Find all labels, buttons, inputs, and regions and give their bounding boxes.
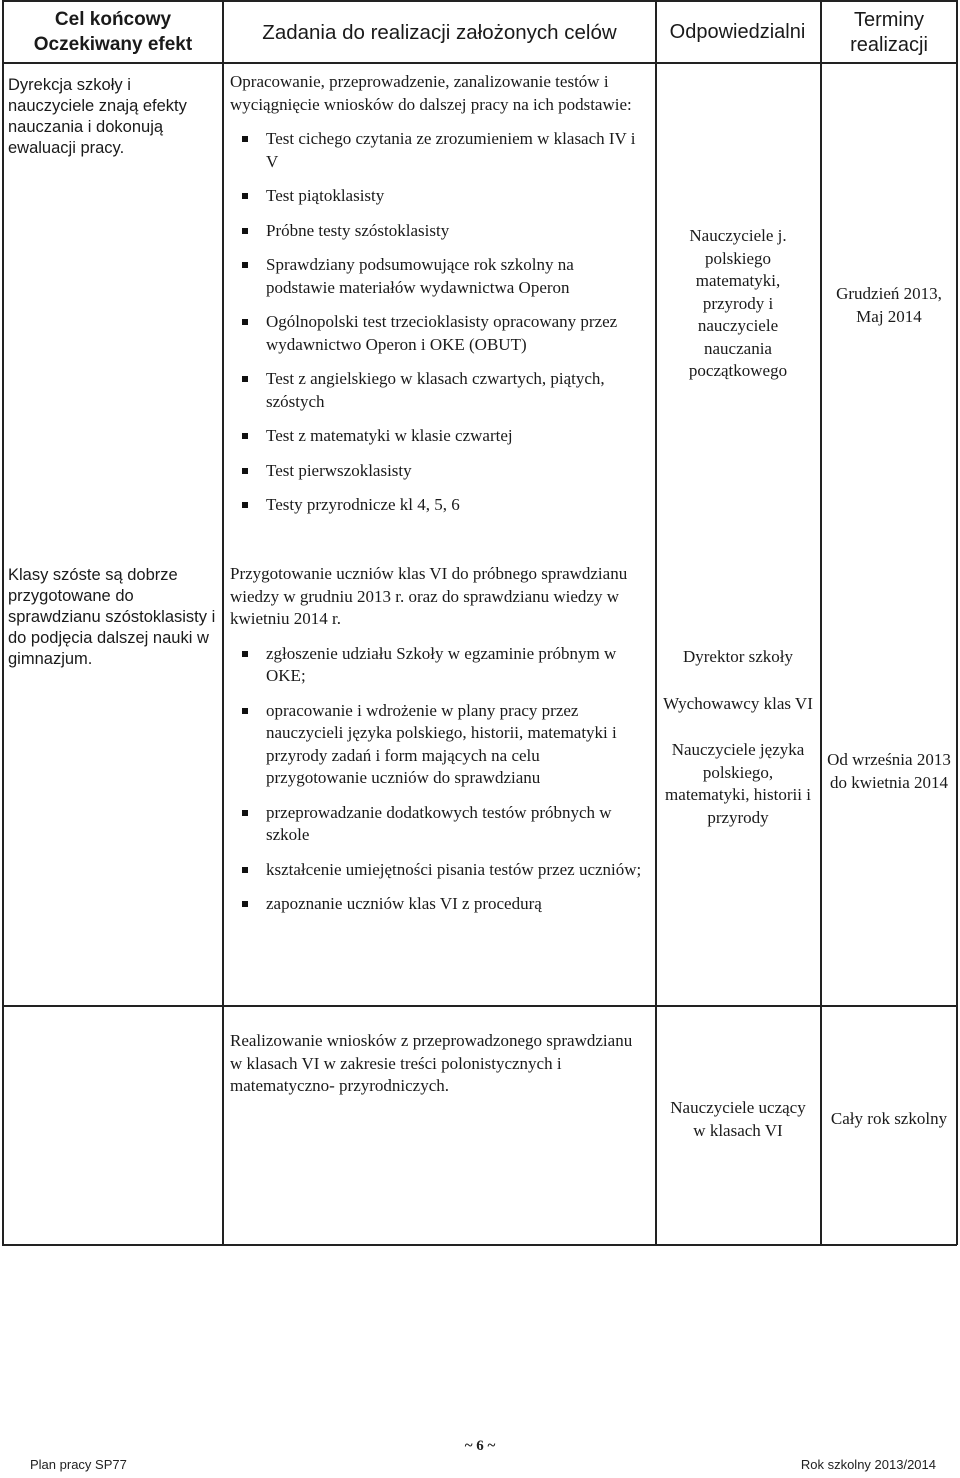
- row-divider: [2, 1005, 957, 1007]
- column-divider: [820, 0, 822, 1245]
- header-deadline-line1: Terminy: [853, 9, 924, 31]
- table-border-bottom: [2, 1244, 957, 1246]
- row1-tasks: [230, 71, 642, 517]
- row1-responsible: Nauczyciele j. polskiego matematyki, przyrody i nauczyciele nauczania początkowego: [688, 226, 788, 380]
- header-tasks: Zadania do realizacji założonych celów: [262, 21, 617, 44]
- header-responsible: Odpowiedzialni: [669, 21, 806, 43]
- row2-task-list: [230, 643, 642, 916]
- header-divider: [2, 62, 957, 64]
- row1-task-item: Ogólnopolski test trzecioklasisty opracowany przez wydawnictwo Operon i OKE (OBUT): [230, 311, 642, 356]
- header-deadline-line2: realizacji: [850, 34, 928, 56]
- row2-tasks: [230, 563, 642, 916]
- row3-task: Realizowanie wniosków z przeprowadzonego sprawdzianu w klasach VI w zakresie treści polonistycznych i matematyczno- przyrodniczych.: [230, 1031, 633, 1095]
- row1-task-item: Test piątoklasisty: [230, 185, 642, 208]
- row2-task-item: opracowanie i wdrożenie w plany pracy przez nauczycieli języka polskiego, historii, matematyki i przyrody zadań i form mających na celu przygotowanie uczniów do sprawdzianu: [230, 700, 642, 790]
- row1-task-item: Testy przyrodnicze kl 4, 5, 6: [230, 494, 642, 517]
- row1-task-item: Sprawdziany podsumowujące rok szkolny na podstawie materiałów wydawnictwa Operon: [230, 254, 642, 299]
- table-border-right: [956, 0, 958, 1245]
- row1-task-item: Test cichego czytania ze zrozumieniem w klasach IV i V: [230, 128, 642, 173]
- row2-intro: Przygotowanie uczniów klas VI do próbnego sprawdzianu wiedzy w grudniu 2013 r. oraz do sprawdzianu wiedzy w kwietniu 2014 r.: [230, 564, 628, 628]
- table-border-left: [2, 0, 4, 1245]
- row2-task-item: kształcenie umiejętności pisania testów przez uczniów;: [230, 859, 642, 882]
- header-goal: [4, 7, 222, 57]
- row1-goal: Dyrekcja szkoły i nauczyciele znają efekty nauczania i dokonują ewaluacji pracy.: [8, 76, 187, 157]
- row2-deadline: Od września 2013 do kwietnia 2014: [827, 750, 951, 792]
- page-number: ~ 6 ~: [464, 1438, 496, 1454]
- row2-responsible-tutors: Wychowawcy klas VI: [663, 693, 813, 713]
- row2-goal: Klasy szóste są dobrze przygotowane do sprawdzianu szóstoklasisty i do podjęcia dalszej nauki w gimnazjum.: [8, 566, 216, 668]
- footer-right: Rok szkolny 2013/2014: [800, 1457, 936, 1472]
- row2-responsible: [660, 646, 816, 829]
- row2-responsible-director: Dyrektor szkoły: [682, 647, 793, 666]
- column-divider: [655, 0, 657, 1245]
- row1-task-item: Próbne testy szóstoklasisty: [230, 220, 642, 243]
- row1-task-item: Test z matematyki w klasie czwartej: [230, 425, 642, 448]
- row2-task-item: przeprowadzanie dodatkowych testów próbnych w szkole: [230, 802, 642, 847]
- row3-responsible: Nauczyciele uczący w klasach VI: [670, 1098, 806, 1140]
- footer-left: Plan pracy SP77: [30, 1457, 127, 1472]
- header-goal-line2: Oczekiwany efekt: [33, 34, 193, 55]
- row2-responsible-teachers: Nauczyciele języka polskiego, matematyki, historii i przyrody: [665, 740, 811, 827]
- row3-deadline: Cały rok szkolny: [830, 1109, 948, 1128]
- row1-task-item: Test pierwszoklasisty: [230, 460, 642, 483]
- row1-task-list: [230, 128, 642, 517]
- header-goal-line1: Cel końcowy: [54, 9, 172, 30]
- column-divider: [222, 0, 224, 1245]
- row2-task-item: zgłoszenie udziału Szkoły w egzaminie próbnym w OKE;: [230, 643, 642, 688]
- row2-task-item: zapoznanie uczniów klas VI z procedurą: [230, 893, 642, 916]
- row1-intro: Opracowanie, przeprowadzenie, zanalizowanie testów i wyciągnięcie wniosków do dalszej pracy na ich podstawie:: [230, 72, 632, 114]
- table-border-top: [2, 0, 957, 2]
- row1-deadline: Grudzień 2013, Maj 2014: [836, 284, 942, 326]
- header-deadline: [822, 8, 956, 58]
- row1-task-item: Test z angielskiego w klasach czwartych, piątych, szóstych: [230, 368, 642, 413]
